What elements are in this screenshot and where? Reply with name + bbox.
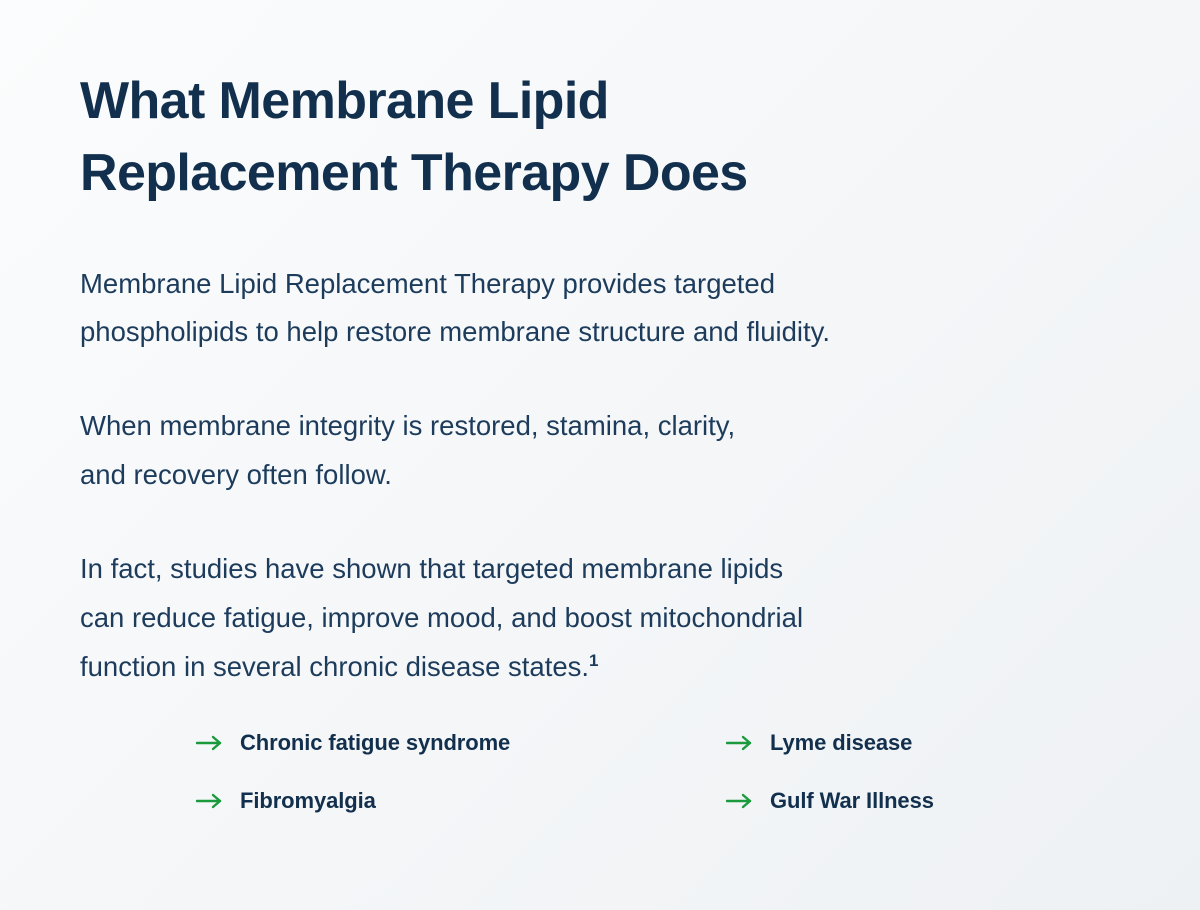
footnote-marker: 1 xyxy=(589,650,599,670)
arrow-right-icon xyxy=(196,791,226,811)
paragraph-2 xyxy=(80,402,1090,500)
list-item-label: Chronic fatigue syndrome xyxy=(240,730,511,755)
page-title-line-2: Replacement Therapy Does xyxy=(80,143,748,202)
page-title-line-1: What Membrane Lipid xyxy=(80,72,609,130)
body-copy xyxy=(80,260,1140,693)
paragraph-3-line-2: can reduce fatigue, improve mood, and boost mitochondrial xyxy=(80,602,804,634)
list-item-label: Fibromyalgia xyxy=(240,788,376,813)
paragraph-1 xyxy=(80,260,1090,358)
list-item-label: Gulf War Illness xyxy=(770,788,934,813)
list-item-label: Lyme disease xyxy=(770,730,913,755)
paragraph-1-line-1: Membrane Lipid Replacement Therapy provides targeted xyxy=(80,267,776,299)
arrow-right-icon xyxy=(726,733,756,753)
paragraph-3 xyxy=(80,545,1090,692)
list-item-lyme-disease xyxy=(726,730,1036,756)
page-title xyxy=(80,66,910,210)
paragraph-3-line-1: In fact, studies have shown that targeted membrane lipids xyxy=(80,553,784,585)
paragraph-2-line-1: When membrane integrity is restored, stamina, clarity, xyxy=(80,410,736,442)
content-container xyxy=(80,66,1140,692)
paragraph-1-line-2: phospholipids to help restore membrane structure and fluidity. xyxy=(80,316,831,348)
list-item-gulf-war-illness xyxy=(726,788,1036,814)
conditions-list xyxy=(196,730,1036,814)
arrow-right-icon xyxy=(196,733,226,753)
arrow-right-icon xyxy=(726,791,756,811)
paragraph-2-line-2: and recovery often follow. xyxy=(80,459,392,491)
paragraph-3-line-3-text: function in several chronic disease states. xyxy=(80,651,590,683)
paragraph-3-line-3 xyxy=(80,643,1090,692)
list-item-fibromyalgia xyxy=(196,788,726,814)
list-item-chronic-fatigue-syndrome xyxy=(196,730,726,756)
